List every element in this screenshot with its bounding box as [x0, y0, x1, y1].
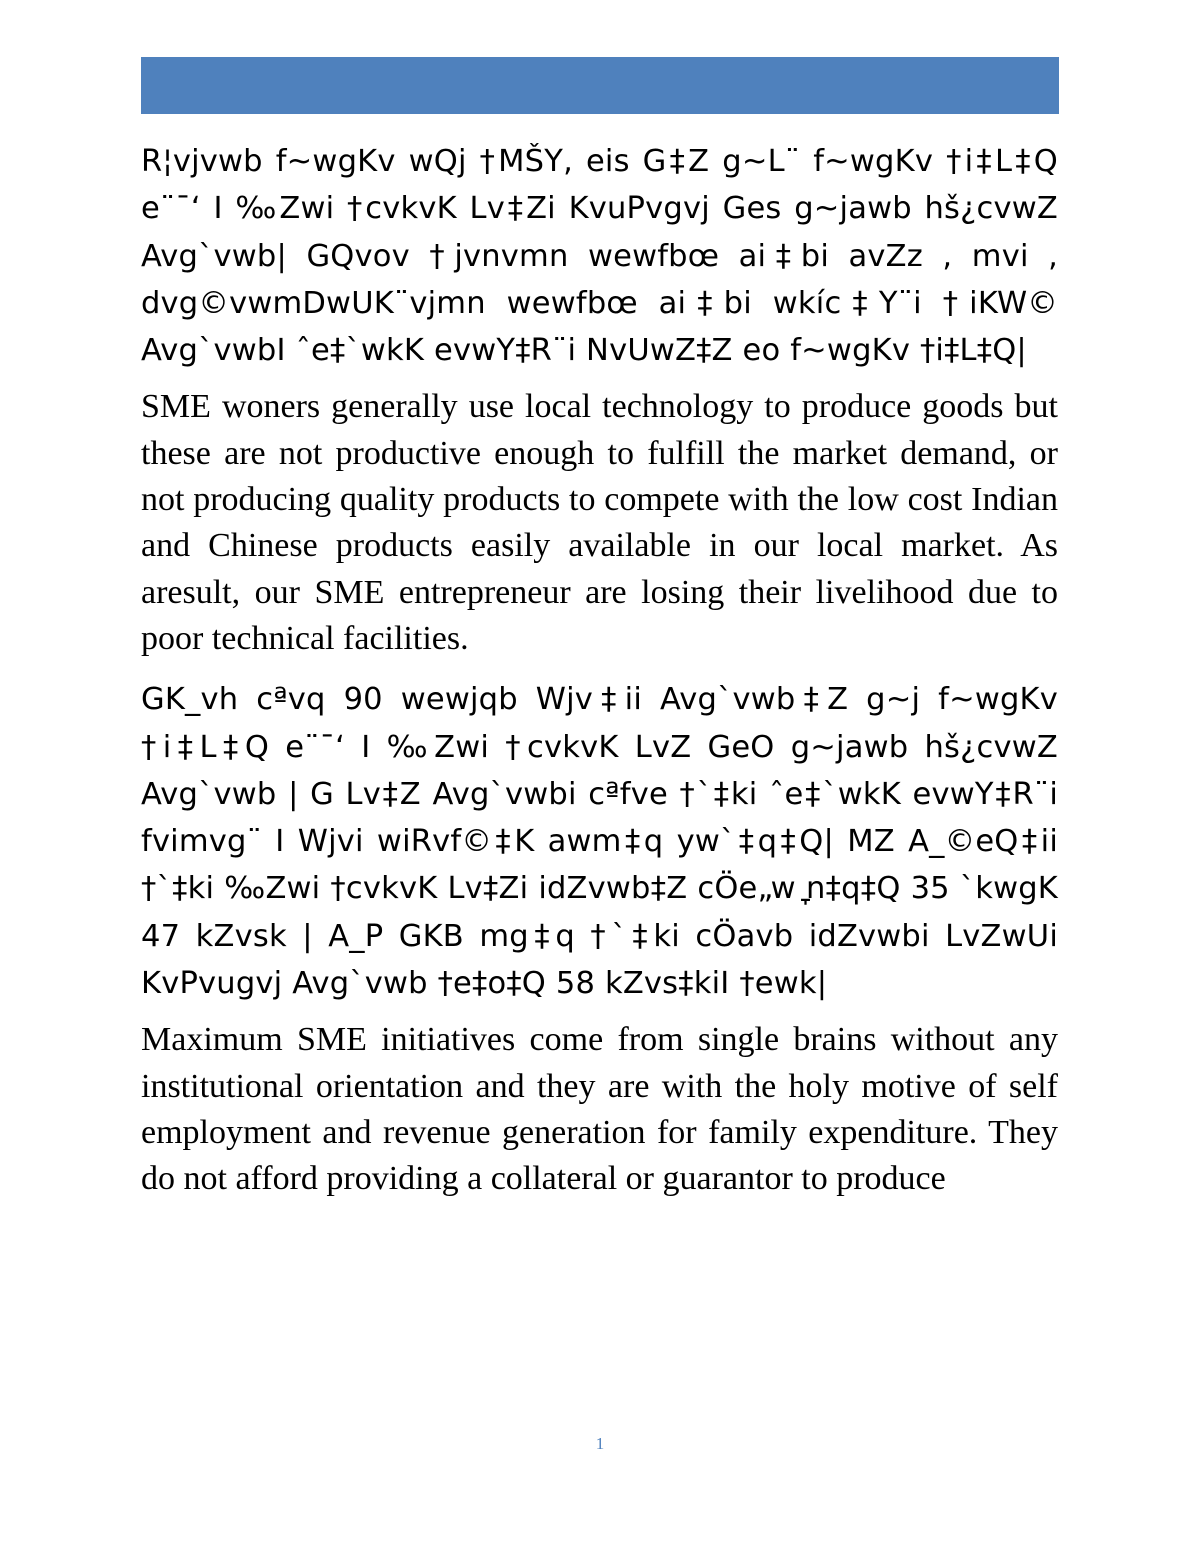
- paragraph-english-2: Maximum SME initiatives come from single brains without any institutional orientation and they are with the holy motive of self employment and revenue generation for family expenditure. They do not afford providing a collateral or guarantor to produce: [141, 1021, 1058, 1198]
- page-number: 1: [595, 1434, 605, 1453]
- paragraph-garbled-1: R¦vjvwb f~wgKv wQj †MŠY, eis G‡Z g~L¨ f~wgKv †i‡L‡Q e¨¯‘ I ‰Zwi †cvkvK Lv‡Zi KvuPvgvj Ges g~jawb hš¿cvwZ Avg`vwb| GQvov †jvnvmn wewfbœ ai‡bi avZz , mvi , dvg©vwmDwUK¨vjmn wewfbœ ai‡bi wkíc‡Y¨i †iKW© Avg`vwbI ˆe‡`wkK evwY‡R¨i NvUwZ‡Z eo f~wgKv †i‡L‡Q|: [141, 144, 1058, 369]
- header-bar: [141, 57, 1059, 114]
- document-body: [141, 138, 1058, 1217]
- paragraph-garbled-2: GK_vh cªvq 90 wewjqb Wjv‡ii Avg`vwb‡Z g~j f~wgKv †i‡L‡Q e¨¯‘ I ‰Zwi †cvkvK LvZ GeO g~jawb hš¿cvwZ Avg`vwb | G Lv‡Z Avg`vwbi cªfve †`‡ki ˆe‡`wkK evwY‡R¨i fvimvg¨ I Wjvi wiRvf©‡K awm‡q yw`‡q‡Q| MZ A_©eQ‡ii †`‡ki ‰Zwi †cvkvK Lv‡Zi idZvwb‡Z cÖe„wׇ n‡q‡Q 35 `kwgK 47 kZvsk | A_P GKB mg‡q †`‡ki cÖavb idZvwbi LvZwUi KvPvugvj Avg`vwb †e‡o‡Q 58 kZvs‡kiI †ewk|: [141, 682, 1058, 1002]
- paragraph-english-1: SME woners generally use local technology to produce goods but these are not productive enough to fulfill the market demand, or not producing quality products to compete with the low cost Indian and Chinese products easily available in our local market. As aresult, our SME entrepreneur are losing their livelihood due to poor technical facilities.: [141, 388, 1058, 657]
